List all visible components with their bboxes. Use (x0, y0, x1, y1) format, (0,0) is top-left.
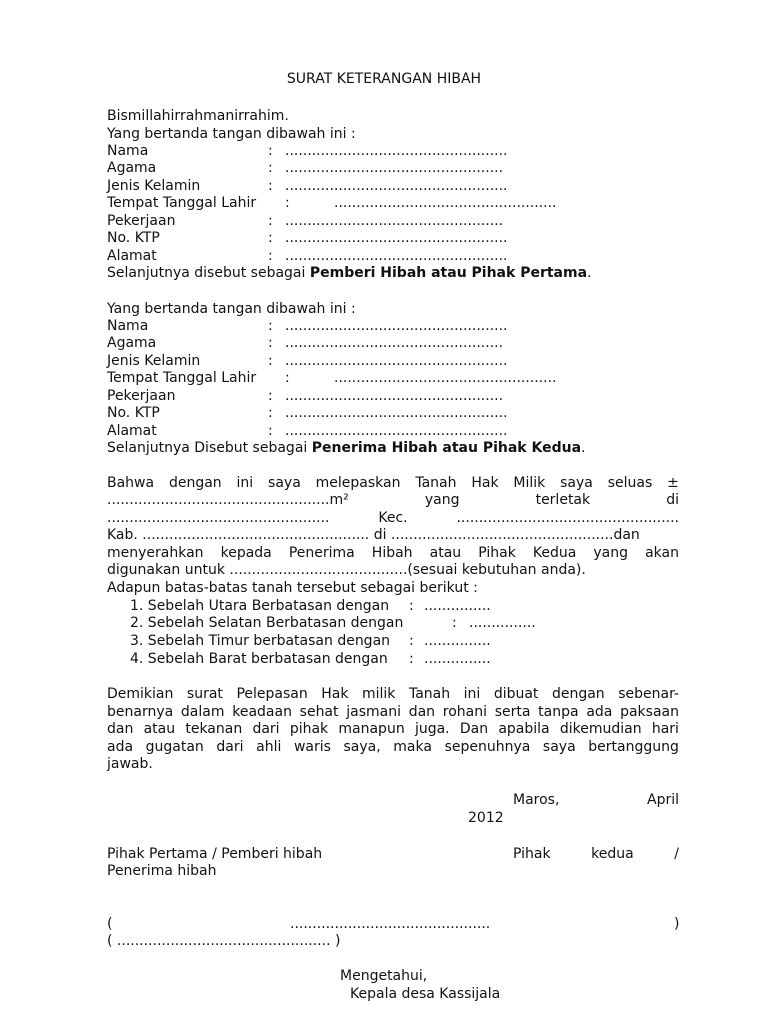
word: apabila (498, 721, 550, 737)
field-colon: : (285, 195, 290, 211)
word: Bahwa (107, 475, 155, 491)
word: surat (186, 686, 223, 702)
intro-second-party: Yang bertanda tangan dibawah ini : (107, 301, 356, 317)
designation-suffix: . (587, 265, 592, 281)
word: Tanah (415, 475, 457, 491)
field-colon: : (268, 423, 273, 439)
field-blank-pekerjaan: ................................................. (285, 388, 504, 404)
acknowledgement-label: Mengetahui, (340, 968, 428, 984)
word: ini (236, 475, 254, 491)
para1-line4: Kab. ................................................... di ..................................................dan (107, 527, 640, 543)
field-label-ktp: No. KTP (107, 230, 160, 246)
date-year: 2012 (468, 810, 504, 826)
word: benarnya (107, 704, 174, 720)
field-label-jenis-kelamin: Jenis Kelamin (107, 353, 201, 369)
word: dari (252, 721, 280, 737)
word: Penerima (288, 545, 355, 561)
field-blank-ttl: .................................................. (334, 195, 557, 211)
para1-line7: Adapun batas-batas tanah tersebut sebagai berikut : (107, 580, 478, 596)
field-colon: : (268, 388, 273, 404)
word: yang (424, 492, 460, 508)
word: hari (651, 721, 679, 737)
signer-right-label (513, 846, 679, 863)
word: milik (362, 686, 396, 702)
intro-first-party: Yang bertanda tangan dibawah ini : (107, 126, 356, 142)
word: Milik (513, 475, 546, 491)
closing-line5: jawab. (107, 756, 153, 772)
word: saya (542, 739, 576, 755)
signature-blank: ............................................. (290, 916, 491, 932)
field-colon: : (268, 318, 273, 334)
signature-close-paren: ) (674, 916, 680, 932)
signature-open-paren: ( (107, 916, 113, 932)
word: sehat (299, 704, 339, 720)
word: Pelepasan (236, 686, 308, 702)
closing-line2 (107, 704, 679, 721)
word: dan (408, 704, 436, 720)
field-label-pekerjaan: Pekerjaan (107, 213, 176, 229)
field-colon: : (285, 370, 290, 386)
word: terletak (535, 492, 591, 508)
word: Hibah (371, 545, 413, 561)
word: keadaan (232, 704, 292, 720)
word: tekanan (185, 721, 243, 737)
word: Tanah (408, 686, 451, 702)
boundary-item-label: 4. Sebelah Barat berbatasan dengan (130, 651, 388, 667)
field-blank-jenis-kelamin: .................................................. (285, 353, 508, 369)
field-blank-agama: ................................................. (285, 160, 504, 176)
field-colon: : (268, 213, 273, 229)
field-colon: : (268, 335, 273, 351)
boundary-item-colon: : (409, 598, 414, 614)
designation-prefix: Selanjutnya disebut sebagai (107, 265, 310, 281)
field-label-pekerjaan: Pekerjaan (107, 388, 176, 404)
field-label-nama: Nama (107, 143, 149, 159)
place-name: Maros, (513, 792, 560, 808)
designation-bold: Penerima Hibah atau Pihak Kedua (311, 440, 582, 456)
first-party-designation (107, 265, 591, 282)
word: rohani (442, 704, 487, 720)
word: ada (107, 739, 134, 755)
word: Demikian (107, 686, 174, 702)
word: ..................................................m² (107, 492, 349, 508)
designation-suffix: . (581, 440, 586, 456)
word: jasmani (346, 704, 401, 720)
boundary-item-label: 3. Sebelah Timur berbatasan dengan (130, 633, 391, 649)
word: dan (107, 721, 134, 737)
word: dibuat (493, 686, 539, 702)
field-label-agama: Agama (107, 335, 157, 351)
boundary-item-blank: ............... (424, 598, 491, 614)
signer-right-label-line2: Penerima hibah (107, 863, 217, 879)
word: saya (560, 475, 593, 491)
word: Pihak (478, 545, 516, 561)
word: Hak (321, 686, 349, 702)
word: kepada (220, 545, 272, 561)
word: paksaan (620, 704, 679, 720)
field-colon: : (268, 248, 273, 264)
word: dari (216, 739, 244, 755)
signer-left-label: Pihak Pertama / Pemberi hibah (107, 846, 323, 862)
field-blank-ktp: .................................................. (285, 405, 508, 421)
word: dengan (551, 686, 605, 702)
date-month: April (647, 792, 679, 808)
signature-line-second: ( ................................................ ) (107, 933, 341, 949)
word: sebenar- (618, 686, 679, 702)
field-blank-pekerjaan: ................................................. (285, 213, 504, 229)
word: pihak (289, 721, 329, 737)
boundary-item-label: 2. Sebelah Selatan Berbatasan dengan (130, 615, 404, 631)
boundary-item-blank: ............... (469, 615, 536, 631)
place-date-line (513, 792, 679, 809)
word: manapun (338, 721, 405, 737)
word: waris (293, 739, 331, 755)
word: serta (494, 704, 531, 720)
boundary-item-label: 1. Sebelah Utara Berbatasan dengan (130, 598, 390, 614)
closing-line3 (107, 721, 679, 738)
field-blank-alamat: .................................................. (285, 248, 508, 264)
word: bertanggung (588, 739, 679, 755)
word: gugatan (145, 739, 204, 755)
word: yang (593, 545, 628, 561)
field-label-alamat: Alamat (107, 248, 157, 264)
boundary-item-colon: : (409, 633, 414, 649)
boundary-item-colon: : (409, 651, 414, 667)
document-title: SURAT KETERANGAN HIBAH (286, 71, 482, 87)
word: ini (463, 686, 481, 702)
word: saya (268, 475, 301, 491)
opening-line: Bismillahirrahmanirrahim. (107, 108, 289, 124)
word: Pihak (513, 846, 551, 862)
second-party-designation (107, 440, 585, 457)
village-head-title: Kepala desa Kassijala (350, 986, 501, 1002)
field-label-alamat: Alamat (107, 423, 157, 439)
field-label-nama: Nama (107, 318, 149, 334)
para1-line5 (107, 545, 679, 562)
word: atau (429, 545, 462, 561)
field-blank-agama: ................................................. (285, 335, 504, 351)
word: saya, (343, 739, 381, 755)
word: tanpa (538, 704, 579, 720)
word: seluas (607, 475, 653, 491)
closing-line1 (107, 686, 679, 703)
field-blank-nama: .................................................. (285, 143, 508, 159)
field-label-ttl: Tempat Tanggal Lahir (107, 195, 257, 211)
word: menyerahkan (107, 545, 204, 561)
boundary-item-blank: ............... (424, 651, 491, 667)
field-blank-ttl: .................................................. (334, 370, 557, 386)
field-label-jenis-kelamin: Jenis Kelamin (107, 178, 201, 194)
word: akan (645, 545, 679, 561)
word: Kec. (378, 510, 408, 526)
para1-line6: digunakan untuk ........................................(sesuai kebutuhan anda). (107, 562, 586, 578)
boundary-item-blank: ............... (424, 633, 491, 649)
word: Dan (459, 721, 489, 737)
field-colon: : (268, 353, 273, 369)
para1-line1 (107, 475, 679, 492)
word: melepaskan (315, 475, 401, 491)
closing-line4 (107, 739, 679, 756)
word: atau (143, 721, 176, 737)
field-colon: : (268, 178, 273, 194)
boundary-item-colon: : (452, 615, 457, 631)
field-colon: : (268, 143, 273, 159)
field-colon: : (268, 405, 273, 421)
para1-line3 (107, 510, 679, 527)
field-label-agama: Agama (107, 160, 157, 176)
designation-bold: Pemberi Hibah atau Pihak Pertama (309, 265, 588, 281)
word: ada (586, 704, 613, 720)
field-blank-ktp: .................................................. (285, 230, 508, 246)
field-blank-nama: .................................................. (285, 318, 508, 334)
word: dikemudian (559, 721, 642, 737)
word: sepenuhnya (444, 739, 531, 755)
para1-line2 (107, 492, 679, 509)
field-label-ttl: Tempat Tanggal Lahir (107, 370, 257, 386)
designation-prefix: Selanjutnya Disebut sebagai (107, 440, 312, 456)
word: .................................................. (456, 510, 679, 526)
field-blank-alamat: .................................................. (285, 423, 508, 439)
field-blank-jenis-kelamin: .................................................. (285, 178, 508, 194)
word: .................................................. (107, 510, 330, 526)
field-colon: : (268, 160, 273, 176)
word: dalam (180, 704, 225, 720)
word: kedua (591, 846, 634, 862)
word: maka (393, 739, 432, 755)
word: ± (667, 475, 679, 491)
word: / (674, 846, 679, 862)
word: Hak (471, 475, 499, 491)
word: di (666, 492, 679, 508)
word: juga. (414, 721, 450, 737)
field-colon: : (268, 230, 273, 246)
word: dengan (168, 475, 222, 491)
word: Kedua (532, 545, 577, 561)
field-label-ktp: No. KTP (107, 405, 160, 421)
word: ahli (256, 739, 282, 755)
